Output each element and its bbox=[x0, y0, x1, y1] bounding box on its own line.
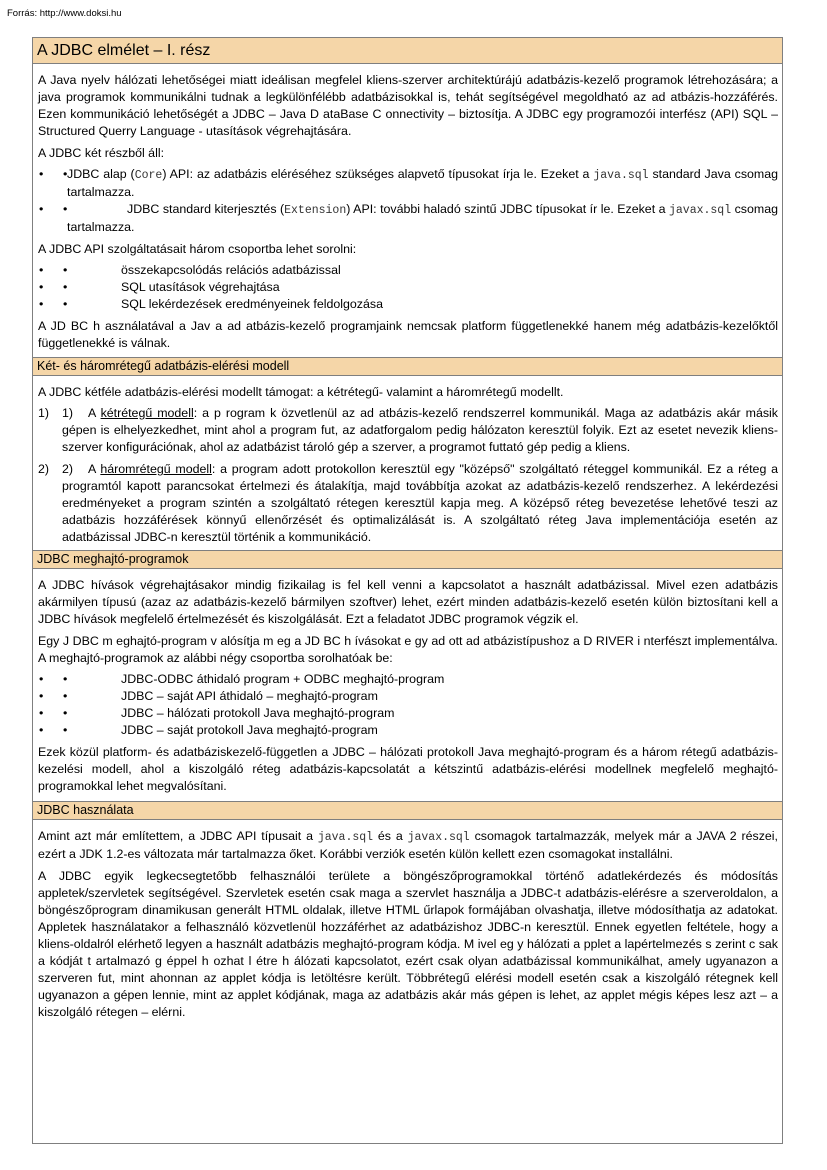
list-item: 1) 1) A kétrétegű modell: a p rogram k özvetlenül az ad atbázis-kezelő rendszerrel kommunikál. Maga az adatbázis akár másik gépen is elhelyezkedhet, mint ahol a program fut, az adatforgalom pedig hálózaton keresztül folyik. Ezt az esetet nevezik kliens-szerver konfigurációnak, ahol az adatbázist tároló gép a szerver, a programot futtató gép pedig a kliens. bbox=[38, 406, 778, 454]
list-item: 2) 2) A háromrétegű modell: a program adott protokollon keresztül egy "középső" szolgáltató réteggel kommunikál. Ez a réteg a programtól kapott parancsokat értelmezi és átalakítja, majd továbbítja azokat az adatbázis-kezelő rendszerhez. A lekérdezési eredményeket a program szintén a szolgáltató rétegen keresztül kapja meg. A középső réteg bevezetése lehetővé teszi az adatbázis hozzáférések könnyű ellenőrzését és optimalizálását is. A szolgáltató réteg Java implementációja esetén az adatbázissal JDBC-n keresztül történik a kommunikáció. bbox=[38, 462, 778, 544]
list-item: • • JDBC alap (Core) API: az adatbázis eléréséhez szükséges alapvető típusokat írja le. Ezeket a java.sql standard Java csomag tartalmazza. bbox=[39, 167, 779, 199]
bullet-icon: • bbox=[63, 689, 68, 703]
drivers-intro: A JDBC hívások végrehajtásakor mindig fizikailag is fel kell venni a kapcsolatot a használt adatbázissal. Mivel ezen adatbázis akármilyen típusú (azaz az adatbázis-kezelő bármilyen szoftver) lehet, ezért minden adatbázis-kezelő esetén külön biztosítani kell a JDBC hívások megfelelő értelmezését és kiszolgálását. Ezt a feladatot JDBC programok végzik el. bbox=[38, 578, 778, 626]
groups-lead: A JDBC API szolgáltatásait három csoportba lehet sorolni: bbox=[38, 242, 357, 256]
parts-lead: A JDBC két részből áll: bbox=[38, 146, 165, 160]
drivers-list bbox=[38, 671, 778, 739]
page-title: A JDBC elmélet – I. rész bbox=[33, 38, 782, 64]
bullet-icon: • bbox=[39, 672, 44, 686]
bullet-icon: • bbox=[39, 706, 44, 720]
source-url: Forrás: http://www.doksi.hu bbox=[7, 8, 122, 19]
bullet-icon: • bbox=[39, 297, 44, 311]
section-heading-usage: JDBC használata bbox=[33, 801, 782, 820]
bullet-icon: • bbox=[63, 297, 68, 311]
list-item: • • SQL lekérdezések eredményeinek feldolgozása bbox=[39, 297, 383, 311]
parts-list bbox=[38, 166, 778, 236]
drivers-section bbox=[33, 577, 782, 795]
bullet-icon: • bbox=[39, 263, 44, 277]
section-heading-models: Két- és háromrétegű adatbázis-elérési modell bbox=[33, 357, 782, 376]
bullet-icon: • bbox=[63, 280, 68, 294]
models-section bbox=[33, 384, 782, 550]
bullet-icon: • bbox=[63, 706, 68, 720]
bullet-icon: • bbox=[63, 167, 68, 181]
bullet-icon: • bbox=[39, 202, 44, 216]
list-item: • • SQL utasítások végrehajtása bbox=[39, 280, 280, 294]
list-item: • • JDBC standard kiterjesztés (Extension) API: további haladó szintű JDBC típusokat ír le. Ezeket a javax.sql csomag tartalmazza. bbox=[39, 202, 778, 234]
groups-list bbox=[38, 262, 778, 313]
bullet-icon: • bbox=[63, 672, 68, 686]
bullet-icon: • bbox=[63, 202, 68, 216]
bullet-icon: • bbox=[39, 689, 44, 703]
models-list bbox=[38, 405, 778, 546]
term-two-tier: kétrétegű modell bbox=[100, 406, 194, 420]
document-frame bbox=[32, 37, 783, 1144]
list-item: • • JDBC – hálózati protokoll Java meghajtó-program bbox=[39, 706, 395, 720]
bullet-icon: • bbox=[63, 263, 68, 277]
usage-section bbox=[33, 828, 782, 1021]
models-intro: A JDBC kétféle adatbázis-elérési modellt támogat: a kétrétegű- valamint a háromrétegű modellt. bbox=[38, 385, 564, 399]
intro-paragraph: A Java nyelv hálózati lehetőségei miatt ideálisan megfelel kliens-szerver architektúrájú adatbázis-kezelő programok létrehozására; a java programok kommunikálni tudnak a legkülönfélébb adatbázisokkal is, tehát segítségével megoldható az ad atbázis-hozzáférés. Ezen kommunikáció lehetőségét a JDBC – Java D ataBase C onnectivity – biztosítja. A JDBC egy programozói interfész (API) SQL – Structured Querry Language - utasítások végrehajtására. bbox=[38, 73, 778, 138]
bullet-icon: • bbox=[63, 723, 68, 737]
term-three-tier: háromrétegű modell bbox=[100, 462, 212, 476]
usage-paragraph-1: Amint azt már említettem, a JDBC API típusait a java.sql és a javax.sql csomagok tartalmazzák, melyek már a JAVA 2 részei, ezért a JDK 1.2-es változata már tartalmazza őket. Korábbi verziók esetén külön kellett ezen csomagokat installálni. bbox=[38, 829, 778, 861]
independence-paragraph: A JD BC h asználatával a Jav a ad atbázis-kezelő programjaink nemcsak platform függetlenekké hanem még adatbázis-kezelőktől függetlenekké is válnak. bbox=[38, 319, 778, 350]
list-item: • • JDBC – saját protokoll Java meghajtó-program bbox=[39, 723, 378, 737]
list-item: • • JDBC-ODBC áthidaló program + ODBC meghajtó-program bbox=[39, 672, 445, 686]
usage-paragraph-2: A JDBC egyik legkecsegtetőbb felhasználói területe a böngészőprogramokkal történő adatlekérdezés és módosítás appletek/szervletek segítségével. Szervletek esetén csak maga a szervlet használja a JDBC-t adatbázis-elérésre a szerveroldalon, a böngészőprogram dinamikusan generált HTML oldalak, illetve HTML űrlapok formájában olvashatja, illetve módosíthatja az adatokat. Appletek használatakor a felhasználó közvetlenül hozzáférhet az adatbázishoz JDBC-n keresztül. Ennek egyetlen feltétele, hogy a kliens-oldalról elérhető legyen a használt adatbázis meghajtó-program kódja. M ivel eg y hálózati a pplet a lapértelmezés s zerint c sak a kódját t artalmazó g éppel h ozhat l étre h álózati kapcsolatot, ezért csak olyan adatbázissal kommunikálhat, amely ugyanazon a szerveren fut, mint ahonnan az applet kódja is letöltésre került. Többrétegű elérési modell esetén csak a kiszolgáló rétegnek kell ugyanazon a gépen lennie, mint az applet kódjának, maga az adatbázis akár más gépen is lehet, az applet mégis képes lesz azt – a kiszolgáló rétegen – elérni. bbox=[38, 869, 778, 1019]
section-heading-drivers: JDBC meghajtó-programok bbox=[33, 550, 782, 569]
intro-section bbox=[33, 72, 782, 352]
list-item: • • JDBC – saját API áthidaló – meghajtó-program bbox=[39, 689, 378, 703]
list-item: • • összekapcsolódás relációs adatbázissal bbox=[39, 263, 341, 277]
drivers-def: Egy J DBC m eghajtó-program v alósítja m eg a JD BC h ívásokat e gy ad ott ad atbázistípushoz a D RIVER i nterfészt implementálva. A meghajtó-programok az alábbi négy csoportba sorolhatóak be: bbox=[38, 634, 778, 665]
bullet-icon: • bbox=[39, 723, 44, 737]
drivers-summary: Ezek közül platform- és adatbáziskezelő-független a JDBC – hálózati protokoll Java meghajtó-program és a három rétegű adatbázis-kezelési modell, ahol a kiszolgáló réteg adatbázis-kapcsolatát a kétszintű adatbázis-elérési modellnek megfelelő meghajtó-programokkal lehet megvalósítani. bbox=[38, 745, 778, 793]
bullet-icon: • bbox=[39, 167, 44, 181]
bullet-icon: • bbox=[39, 280, 44, 294]
